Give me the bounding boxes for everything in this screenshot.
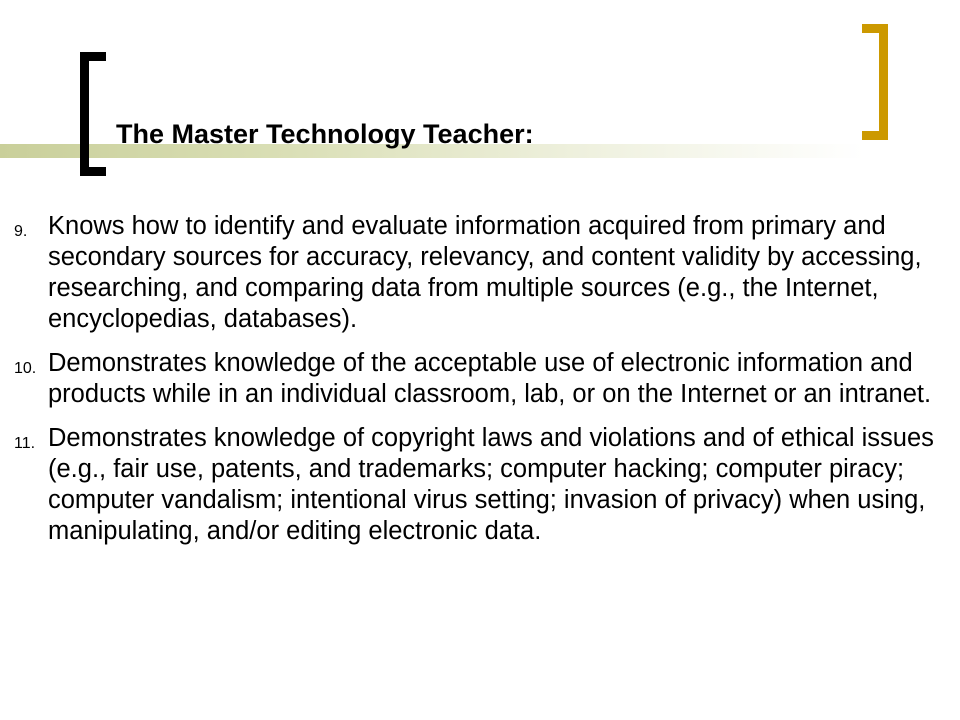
list-item-text: Knows how to identify and evaluate information acquired from primary and secondary sources for accuracy, relevancy, and content validity by accessing, researching, and comparing data from multiple sources (e.g., the Internet, encyclopedias, databases).	[48, 212, 922, 333]
numbered-list	[14, 211, 944, 560]
list-item	[14, 348, 944, 410]
list-item-number: 11.	[14, 435, 36, 452]
list-item-number: 9.	[14, 223, 28, 240]
right-bracket-decoration	[862, 24, 888, 140]
list-item-text: Demonstrates knowledge of the acceptable use of electronic information and products while in an individual classroom, lab, or on the Internet or an intranet.	[48, 349, 932, 408]
list-item-text: Demonstrates knowledge of copyright laws and violations and of ethical issues (e.g., fair use, patents, and trademarks; computer hacking; computer piracy; computer vandalism; intentional virus setting; invasion of privacy) when using, manipulating, and/or editing electronic data.	[48, 424, 934, 545]
list-item	[14, 423, 944, 547]
list-item	[14, 211, 944, 335]
slide-title: The Master Technology Teacher:	[116, 119, 534, 149]
left-bracket-decoration	[80, 52, 106, 176]
list-item-number: 10.	[14, 360, 37, 377]
